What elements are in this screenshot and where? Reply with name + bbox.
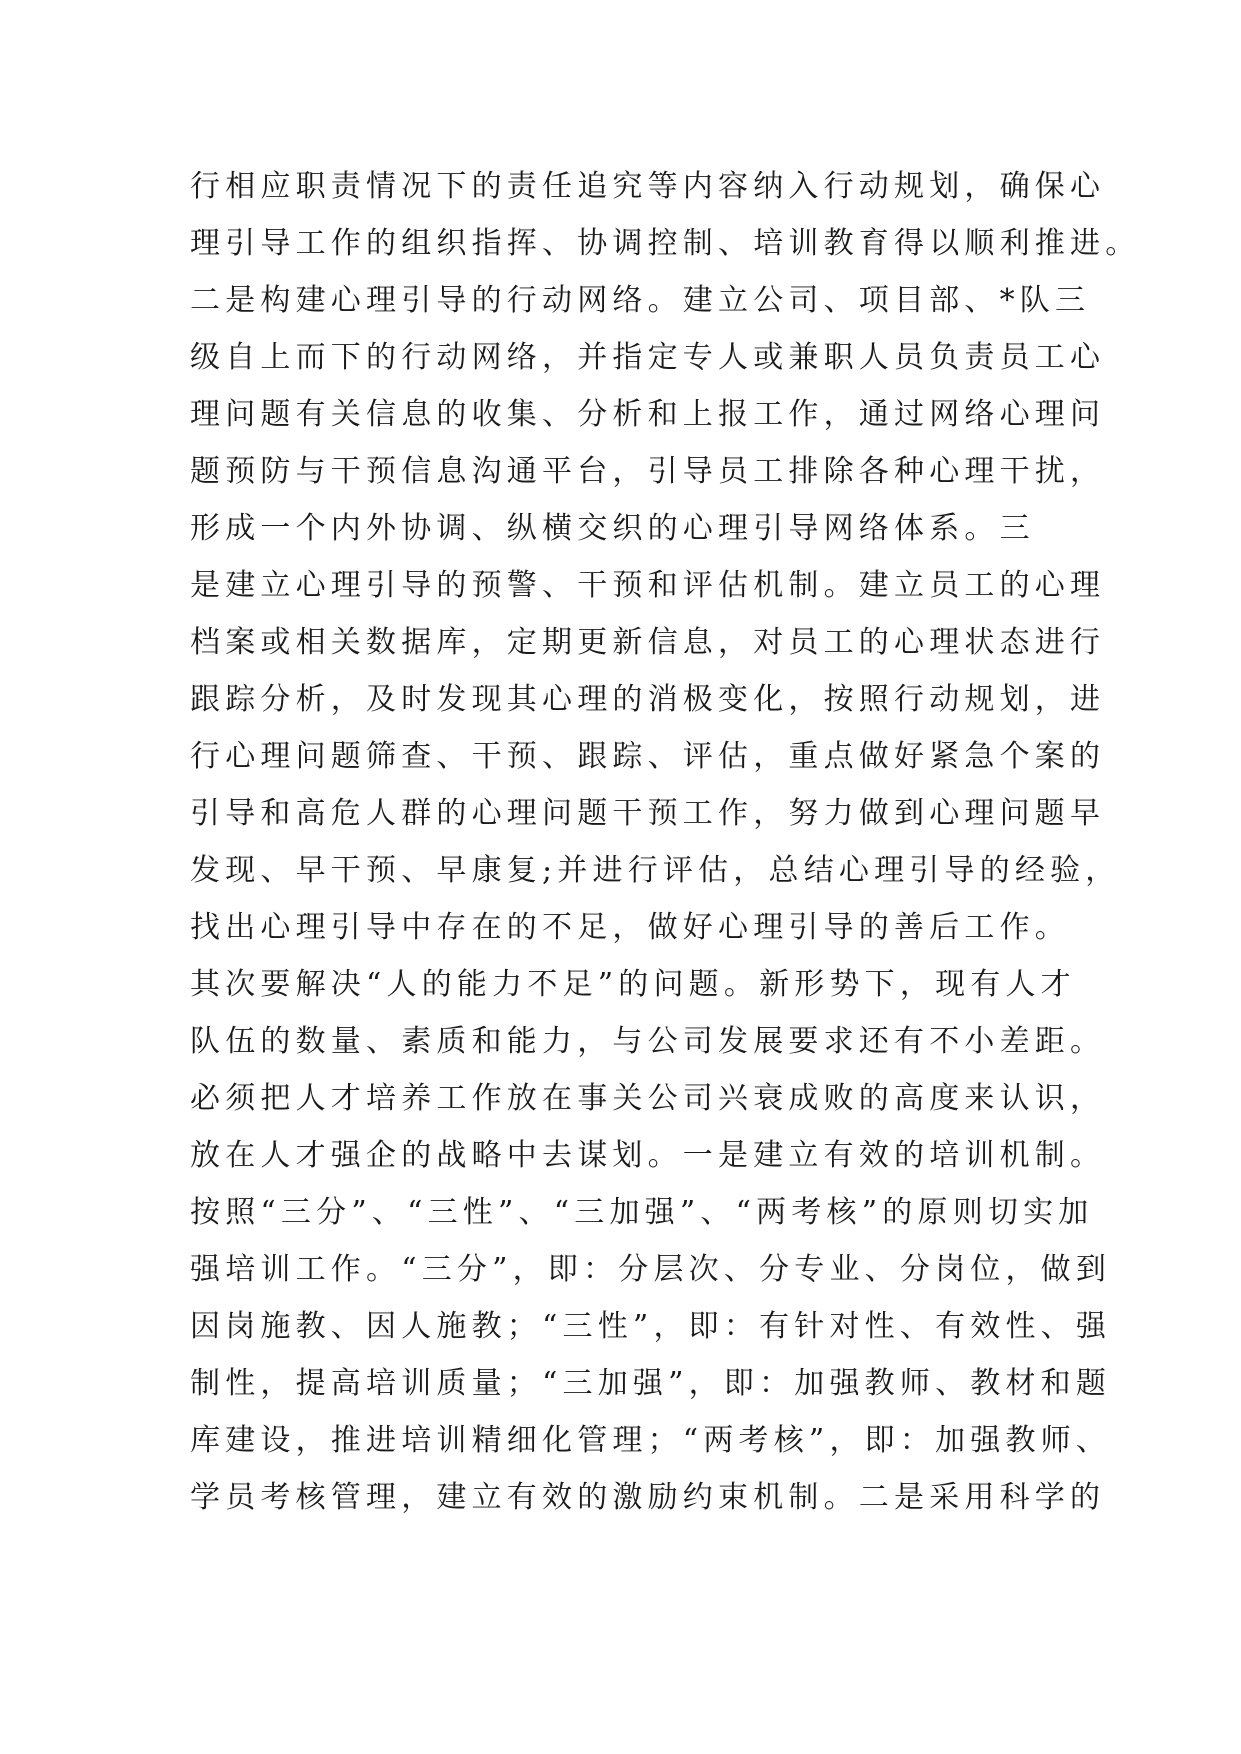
text-line: 引导和高危人群的心理问题干预工作，努力做到心理问题早: [190, 796, 1106, 831]
document-body: [190, 158, 1141, 1526]
text-line: 形成一个内外协调、纵横交织的心理引导网络体系。三: [190, 511, 1035, 546]
text-line: 发现、早干预、早康复;并进行评估，总结心理引导的经验，: [190, 853, 1121, 888]
text-line: 题预防与干预信息沟通平台，引导员工排除各种心理干扰，: [190, 454, 1106, 489]
text-line: 按照“三分”、“三性”、“三加强”、“两考核”的原则切实加: [190, 1195, 1094, 1230]
text-line: 因岗施教、因人施教；“三性”，即：有针对性、有效性、强: [190, 1309, 1112, 1344]
text-line: 其次要解决“人的能力不足”的问题。新形势下，现有人才: [190, 967, 1076, 1002]
text-line: 制性，提高培训质量；“三加强”，即：加强教师、教材和题: [190, 1366, 1112, 1401]
text-line: 行心理问题筛查、干预、跟踪、评估，重点做好紧急个案的: [190, 739, 1106, 774]
text-line: 行相应职责情况下的责任追究等内容纳入行动规划，确保心: [190, 169, 1106, 204]
text-line: 档案或相关数据库，定期更新信息，对员工的心理状态进行: [190, 625, 1106, 660]
text-line: 队伍的数量、素质和能力，与公司发展要求还有不小差距。: [190, 1024, 1106, 1059]
text-line: 必须把人才培养工作放在事关公司兴衰成败的高度来认识，: [190, 1081, 1106, 1116]
text-line: 库建设，推进培训精细化管理；“两考核”，即：加强教师、: [190, 1423, 1112, 1458]
text-line: 二是构建心理引导的行动网络。建立公司、项目部、*队三: [190, 283, 1091, 318]
text-line: 是建立心理引导的预警、干预和评估机制。建立员工的心理: [190, 568, 1106, 603]
text-line: 找出心理引导中存在的不足，做好心理引导的善后工作。: [190, 910, 1070, 945]
text-line: 跟踪分析，及时发现其心理的消极变化，按照行动规划，进: [190, 682, 1106, 717]
text-line: 理引导工作的组织指挥、协调控制、培训教育得以顺利推进。: [190, 226, 1141, 261]
text-line: 放在人才强企的战略中去谋划。一是建立有效的培训机制。: [190, 1138, 1106, 1173]
text-line: 强培训工作。“三分”，即：分层次、分专业、分岗位，做到: [190, 1252, 1112, 1287]
text-line: 理问题有关信息的收集、分析和上报工作，通过网络心理问: [190, 397, 1106, 432]
text-line: 级自上而下的行动网络，并指定专人或兼职人员负责员工心: [190, 340, 1106, 375]
text-line: 学员考核管理，建立有效的激励约束机制。二是采用科学的: [190, 1480, 1106, 1515]
